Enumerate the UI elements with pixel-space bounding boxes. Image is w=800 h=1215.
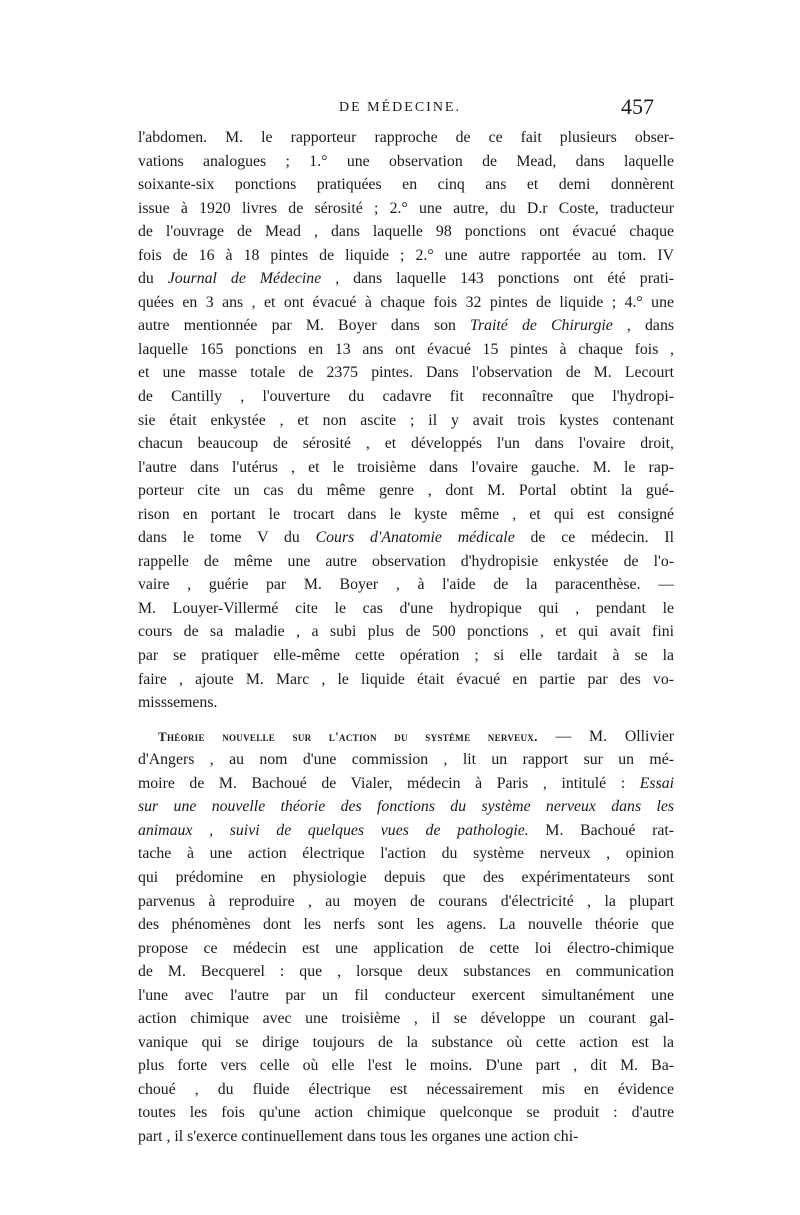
text-line: part , il s'exerce continuellement dans tous les organes une action chi- (138, 1127, 579, 1145)
italic-title: Journal de Médecine (167, 270, 322, 288)
text-line: de Cantilly , l'ouverture du cadavre fit reconnaître que l'hydropi- (138, 388, 674, 406)
text-line: vations analogues ; 1.° une observation de Mead, dans laquelle (138, 152, 674, 170)
text-line: Théorie nouvelle sur l'action du système nerveux. — M. Ollivier (158, 727, 674, 745)
running-head (140, 94, 660, 124)
paragraph-rapport-ponctions (138, 126, 674, 715)
text-line: moire de M. Bachoué de Vialer, médecin à Paris , intitulé : Essai (138, 774, 674, 792)
text-line: rappelle de même une autre observation d'hydropisie enkystée de l'o- (138, 552, 674, 570)
running-title: DE MÉDECINE. (339, 100, 461, 115)
italic-title: Cours d'Anatomie médicale (315, 529, 515, 547)
italic-title: Traité de Chirurgie (470, 317, 613, 335)
text-line: d'Angers , au nom d'une commission , lit un rapport sur un mé- (138, 751, 674, 769)
text-line: plus forte vers celle où elle l'est le moins. D'une part , dit M. Ba- (138, 1057, 674, 1075)
text-line: faire , ajoute M. Marc , le liquide était évacué en partie par des vo- (138, 670, 674, 688)
text-line: issue à 1920 livres de sérosité ; 2.° une autre, du D.r Coste, traducteur (138, 199, 674, 217)
text-line: de M. Becquerel : que , lorsque deux substances en communication (138, 963, 674, 981)
text-line: tache à une action électrique l'action du système nerveux , opinion (138, 845, 674, 863)
text-line: M. Louyer-Villermé cite le cas d'une hydropique qui , pendant le (138, 599, 674, 617)
text-line: propose ce médecin est une application de cette loi électro-chimique (138, 939, 674, 957)
text-line: du Journal de Médecine , dans laquelle 143 ponctions ont été prati- (138, 270, 674, 288)
body-text (138, 126, 674, 1149)
text-line: parvenus à reproduire , au moyen de courans d'électricité , la plupart (138, 892, 674, 910)
text-line: laquelle 165 ponctions en 13 ans ont évacué 15 pintes à chaque fois , (138, 340, 674, 358)
italic-title: animaux , suivi de quelques vues de pathologie. (138, 821, 529, 839)
text-line: l'abdomen. M. le rapporteur rapproche de ce fait plusieurs obser- (138, 129, 674, 146)
text-line: sie était enkystée , et non ascite ; il y avait trois kystes contenant (138, 411, 674, 429)
text-line: qui prédomine en physiologie depuis que des expérimentateurs sont (138, 868, 674, 886)
text-line: choué , du fluide électrique est nécessairement mis en évidence (138, 1080, 674, 1098)
text-line: l'une avec l'autre par un fil conducteur exercent simultanément une (138, 986, 674, 1004)
page-number: 457 (621, 94, 654, 119)
text-line: par se pratiquer elle-même cette opération ; si elle tardait à se la (138, 647, 674, 665)
text-line: des phénomènes dont les nerfs sont les agens. La nouvelle théorie que (138, 916, 674, 934)
paragraph-theorie-nouvelle (138, 725, 674, 1149)
text-line: misssemens. (138, 694, 218, 712)
text-line: fois de 16 à 18 pintes de liquide ; 2.° une autre rapportée au tom. IV (138, 246, 674, 264)
italic-title: sur une nouvelle théorie des fonctions du système nerveux dans les (138, 798, 674, 816)
italic-title: Essai (639, 774, 674, 792)
text-line: action chimique avec une troisième , il se développe un courant gal- (138, 1010, 674, 1028)
text-line: vaire , guérie par M. Boyer , à l'aide de la paracenthèse. — (138, 576, 674, 594)
text-line: dans le tome V du Cours d'Anatomie médicale de ce médecin. Il (138, 529, 674, 547)
section-heading: Théorie nouvelle sur l'action du système nerveux. (158, 728, 538, 744)
text-line: quées en 3 ans , et ont évacué à chaque fois 32 pintes de liquide ; 4.° une (138, 293, 674, 311)
text-line: rison en portant le trocart dans le kyste même , et qui est consigné (138, 505, 674, 523)
text-line: soixante-six ponctions pratiquées en cinq ans et demi donnèrent (138, 176, 674, 194)
text-line: autre mentionnée par M. Boyer dans son Traité de Chirurgie , dans (138, 317, 674, 335)
text-line: animaux , suivi de quelques vues de pathologie. M. Bachoué rat- (138, 821, 674, 839)
text-line: l'autre dans l'utérus , et le troisième dans l'ovaire gauche. M. le rap- (138, 458, 674, 476)
text-line: cours de sa maladie , a subi plus de 500 ponctions , et qui avait fini (138, 623, 674, 641)
text-line: toutes les fois qu'une action chimique quelconque se produit : d'autre (138, 1104, 674, 1122)
text-line: et une masse totale de 2375 pintes. Dans l'observation de M. Lecourt (138, 364, 674, 382)
text-line (138, 795, 674, 819)
text-line: porteur cite un cas du même genre , dont M. Portal obtint la gué- (138, 482, 674, 500)
text-line: de l'ouvrage de Mead , dans laquelle 98 ponctions ont évacué chaque (138, 223, 674, 241)
text-line: vanique qui se dirige toujours de la substance où cette action est la (138, 1033, 674, 1051)
text-line: chacun beaucoup de sérosité , et développés l'un dans l'ovaire droit, (138, 435, 674, 453)
